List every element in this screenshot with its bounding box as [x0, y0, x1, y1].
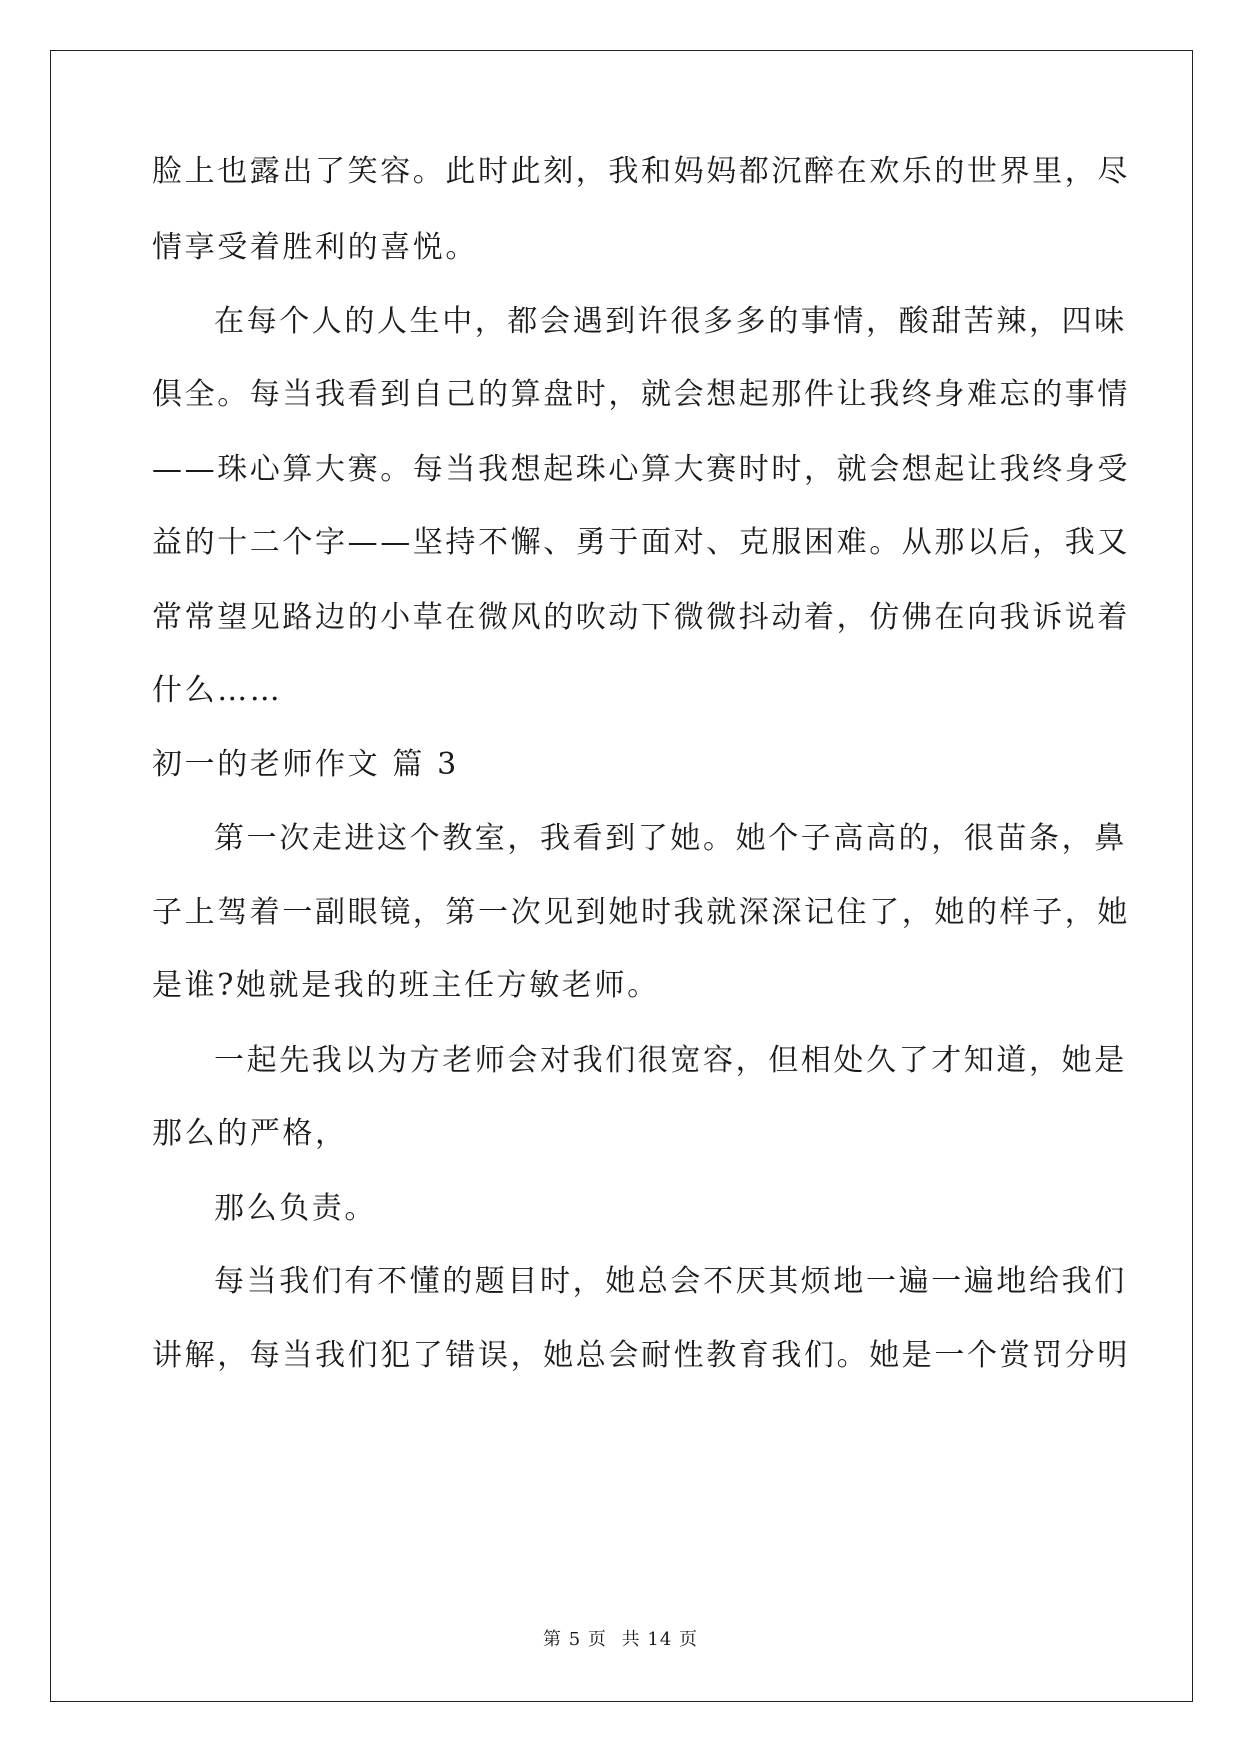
text-line: 益的十二个字——坚持不懈、勇于面对、克服困难。从那以后，我又 [152, 525, 1130, 560]
page-number: 第 5 页 [543, 1629, 607, 1650]
paragraph-start: 每当我们有不懂的题目时，她总会不厌其烦地一遍一遍地给我们 [214, 1264, 1127, 1299]
text-line: 情享受着胜利的喜悦。 [152, 230, 478, 265]
text-line: ——珠心算大赛。每当我想起珠心算大赛时时，就会想起让我终身受 [152, 452, 1130, 487]
paragraph-start: 在每个人的人生中，都会遇到许很多多的事情，酸甜苦辣，四味 [214, 304, 1127, 339]
text-line: 是谁?她就是我的班主任方敏老师。 [152, 968, 660, 1003]
paragraph-start: 一起先我以为方老师会对我们很宽容，但相处久了才知道，她是 [214, 1043, 1127, 1078]
text-line: 脸上也露出了笑容。此时此刻，我和妈妈都沉醉在欢乐的世界里，尽 [152, 154, 1130, 189]
text-line: 常常望见路边的小草在微风的吹动下微微抖动着，仿佛在向我诉说着 [152, 600, 1130, 635]
text-line: 子上驾着一副眼镜，第一次见到她时我就深深记住了，她的样子，她 [152, 895, 1130, 930]
paragraph-start: 第一次走进这个教室，我看到了她。她个子高高的，很苗条，鼻 [214, 821, 1127, 856]
text-line: 那么的严格， [152, 1116, 348, 1151]
text-line: 俱全。每当我看到自己的算盘时，就会想起那件让我终身难忘的事情 [152, 377, 1130, 412]
page-total: 共 14 页 [621, 1629, 698, 1650]
section-heading: 初一的老师作文 篇 3 [152, 747, 459, 782]
paragraph-start: 那么负责。 [214, 1191, 377, 1226]
text-line: 什么…… [152, 673, 283, 708]
page-footer [0, 1628, 1241, 1652]
page-border [50, 50, 1193, 1702]
text-line: 讲解，每当我们犯了错误，她总会耐性教育我们。她是一个赏罚分明 [152, 1338, 1130, 1373]
